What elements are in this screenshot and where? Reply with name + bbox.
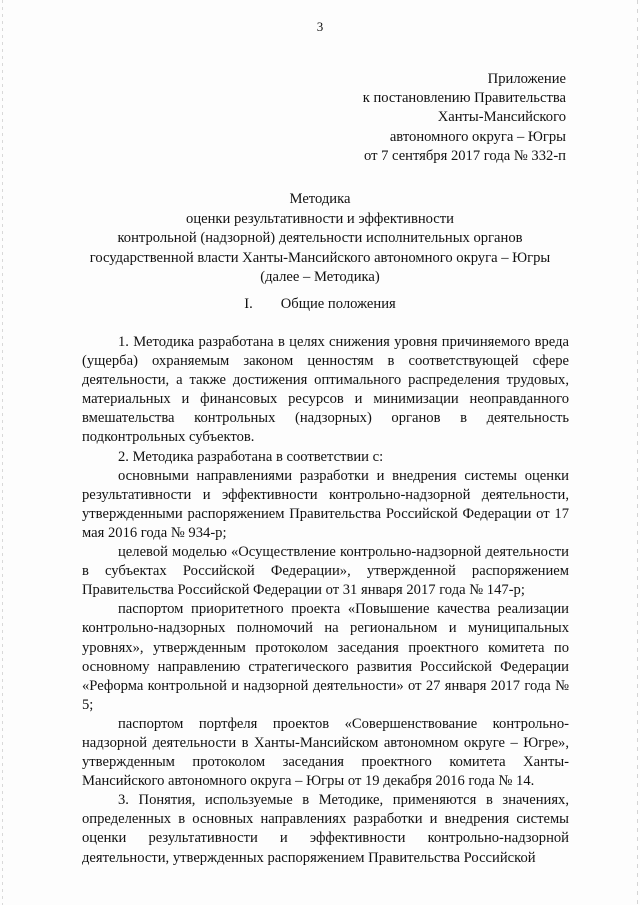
title-line: контрольной (надзорной) деятельности исполнительных органов	[117, 230, 523, 246]
title-line: Методика	[289, 191, 351, 207]
document-title	[60, 190, 580, 288]
paragraph: основными направлениями разработки и внедрения системы оценки результативности и эффективности контрольно-надзорной деятельности, утвержденными распоряжением Правительства Российской Федерации от 17 мая 2016 года № 934-р;	[82, 467, 569, 541]
title-line: государственной власти Ханты-Мансийского автономного округа – Югры	[89, 249, 551, 266]
scan-edge-right	[637, 0, 638, 905]
paragraph: 2. Методика разработана в соответствии с:	[118, 448, 384, 465]
appendix-block	[363, 70, 566, 166]
title-line: (далее – Методика)	[260, 269, 380, 285]
section-number: I.	[244, 296, 253, 312]
section-title: Общие положения	[280, 296, 396, 312]
paragraph: паспортом приоритетного проекта «Повышение качества реализации контрольно-надзорных полномочий на региональном и муниципальных уровнях», утвержденным протоколом заседания проектного комитета по основному направлению стратегического развития Российской Федерации «Реформа контрольной и надзорной деятельности» от 27 января 2017 года № 5;	[82, 601, 569, 713]
title-line: оценки результативности и эффективности	[186, 210, 454, 227]
appendix-line: автономного округа – Югры	[389, 128, 566, 145]
paragraph: 1. Методика разработана в целях снижения уровня причиняемого вреда (ущерба) охраняемым законом ценностям в соответствующей сфере деятельности, а также достижения оптимального распределения трудовых, материальных и финансовых ресурсов и минимизации неоправданного вмешательства контрольных (надзорных) органов в деятельность подконтрольных субъектов.	[82, 334, 569, 446]
appendix-line: к постановлению Правительства	[362, 90, 566, 107]
paragraph: целевой моделью «Осуществление контрольно-надзорной деятельности в субъектах Российской Федерации», утвержденной распоряжением Правительства Российской Федерации от 31 января 2017 года № 147-р;	[82, 544, 569, 599]
appendix-line: Приложение	[487, 71, 566, 87]
page-number: 3	[316, 19, 324, 34]
section-heading	[0, 296, 640, 313]
appendix-line: Ханты-Мансийского	[437, 109, 566, 126]
paragraph: 3. Понятия, используемые в Методике, применяются в значениях, определенных в основных направлениях разработки и внедрения системы оценки результативности и эффективности контрольно-надзорной деятельности, утвержденных распоряжением Правительства Российской	[82, 792, 569, 866]
paragraph: паспортом портфеля проектов «Совершенствование контрольно-надзорной деятельности в Ханты-Мансийском автономном округе – Югре», утвержденным протоколом заседания проектного комитета Ханты-Мансийского автономного округа – Югры от 19 декабря 2016 года № 14.	[82, 715, 569, 790]
body-text	[82, 333, 569, 868]
scan-edge-left	[2, 0, 3, 905]
appendix-line: от 7 сентября 2017 года № 332-п	[363, 147, 566, 164]
